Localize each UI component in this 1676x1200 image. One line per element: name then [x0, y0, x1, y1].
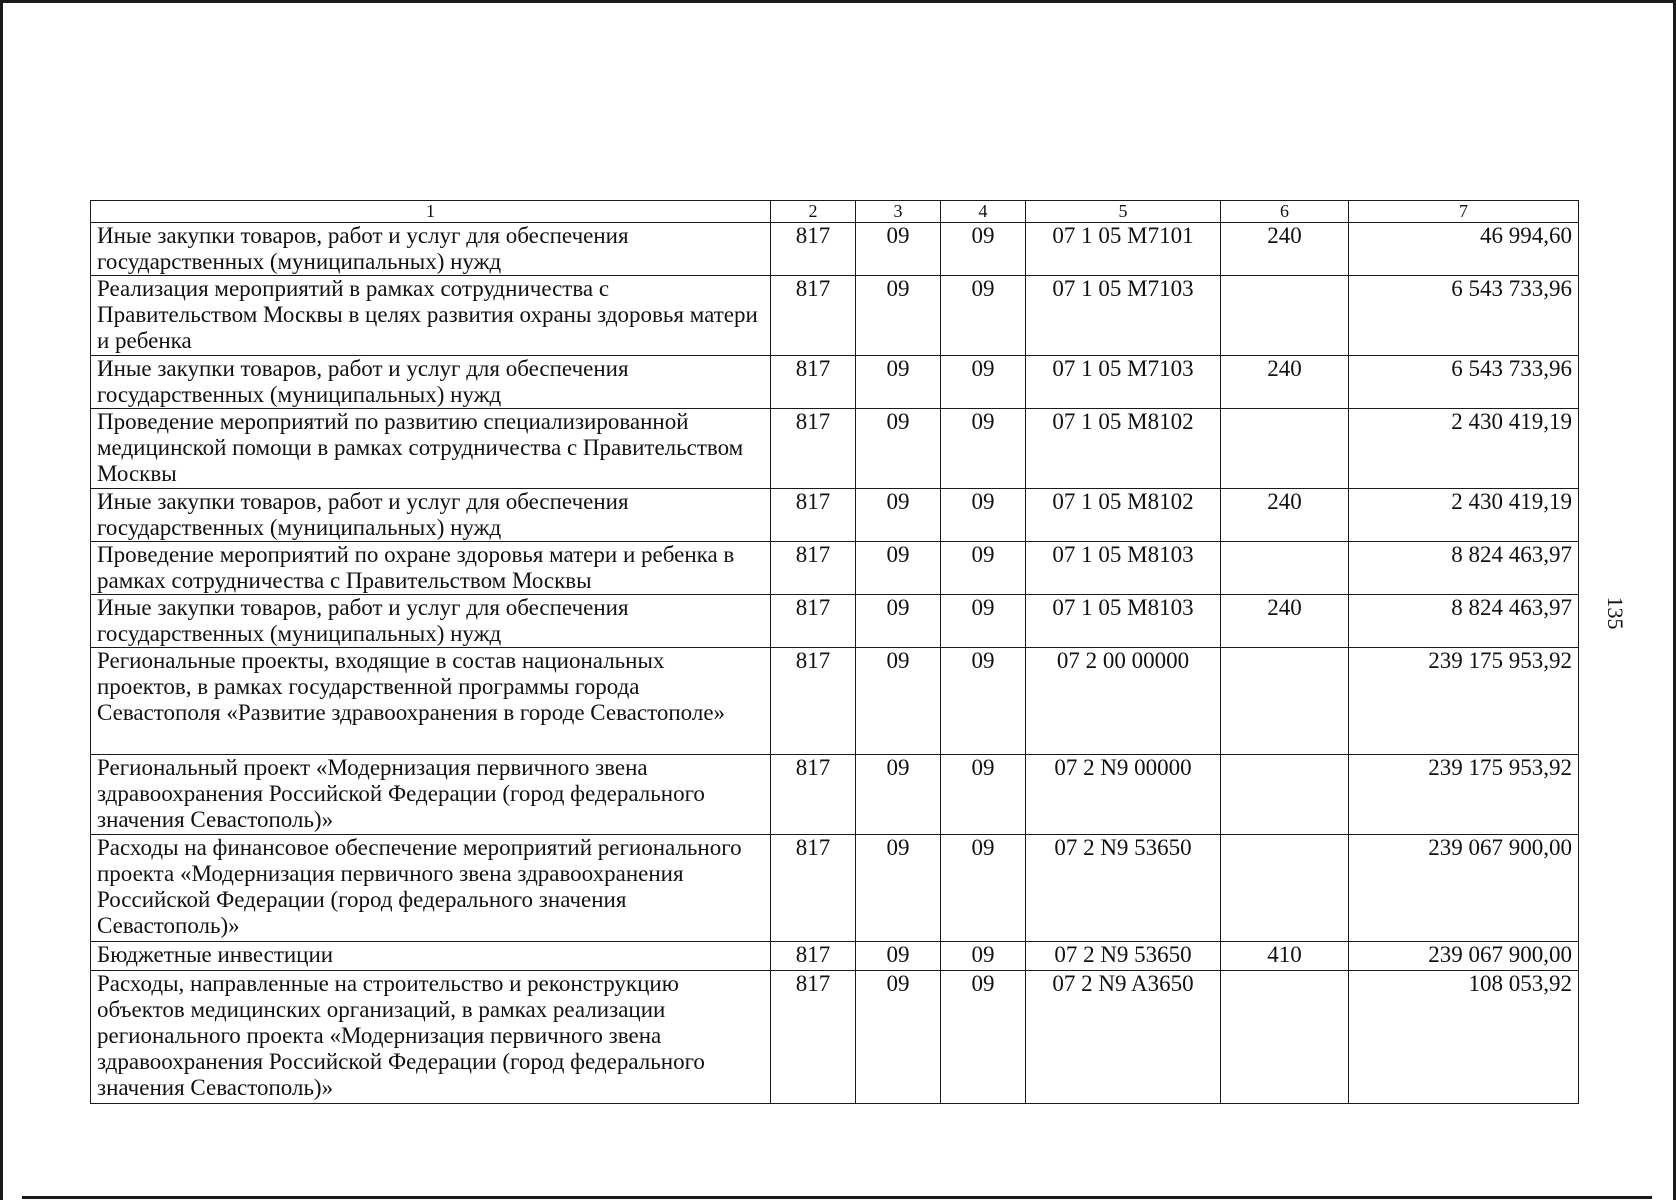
row-rz: 09	[856, 489, 941, 542]
page-border-left	[0, 0, 3, 1200]
header-col-7: 7	[1349, 201, 1579, 223]
row-gr: 817	[771, 648, 856, 755]
row-gr: 817	[771, 223, 856, 276]
row-pr: 09	[941, 755, 1026, 835]
row-gr: 817	[771, 755, 856, 835]
row-rz: 09	[856, 971, 941, 1104]
row-rz: 09	[856, 276, 941, 356]
row-csr: 07 1 05 M8102	[1026, 489, 1221, 542]
row-gr: 817	[771, 942, 856, 971]
row-name: Проведение мероприятий по развитию специализированной медицинской помощи в рамках сотрудничества с Правительством Москвы	[91, 409, 771, 489]
row-csr: 07 1 05 M7103	[1026, 356, 1221, 409]
row-name: Бюджетные инвестиции	[91, 942, 771, 971]
row-vr	[1221, 276, 1349, 356]
header-col-4: 4	[941, 201, 1026, 223]
header-col-6: 6	[1221, 201, 1349, 223]
row-rz: 09	[856, 648, 941, 755]
row-rz: 09	[856, 356, 941, 409]
table-row	[91, 542, 1579, 595]
row-rz: 09	[856, 542, 941, 595]
row-name: Реализация мероприятий в рамках сотрудничества с Правительством Москвы в целях развития охраны здоровья матери и ребенка	[91, 276, 771, 356]
row-amount: 6 543 733,96	[1349, 356, 1579, 409]
row-amount: 239 175 953,92	[1349, 755, 1579, 835]
row-pr: 09	[941, 223, 1026, 276]
row-vr: 240	[1221, 595, 1349, 648]
page-number: 135	[1603, 596, 1628, 630]
row-gr: 817	[771, 489, 856, 542]
row-vr	[1221, 648, 1349, 755]
row-gr: 817	[771, 409, 856, 489]
header-col-5: 5	[1026, 201, 1221, 223]
row-pr: 09	[941, 835, 1026, 942]
row-name: Иные закупки товаров, работ и услуг для обеспечения государственных (муниципальных) нужд	[91, 595, 771, 648]
row-pr: 09	[941, 489, 1026, 542]
budget-table-container	[90, 200, 1578, 1104]
row-vr	[1221, 835, 1349, 942]
row-name: Расходы, направленные на строительство и реконструкцию объектов медицинских организаций, в рамках реализации регионального проекта «Модернизация первичного звена здравоохранения Российской Федерации (город федерального значения Севастополь)»	[91, 971, 771, 1104]
row-amount: 46 994,60	[1349, 223, 1579, 276]
row-csr: 07 2 N9 A3650	[1026, 971, 1221, 1104]
row-name: Иные закупки товаров, работ и услуг для обеспечения государственных (муниципальных) нужд	[91, 356, 771, 409]
row-pr: 09	[941, 648, 1026, 755]
row-name: Проведение мероприятий по охране здоровья матери и ребенка в рамках сотрудничества с Правительством Москвы	[91, 542, 771, 595]
table-row	[91, 942, 1579, 971]
row-gr: 817	[771, 595, 856, 648]
row-rz: 09	[856, 409, 941, 489]
row-gr: 817	[771, 542, 856, 595]
table-body	[91, 223, 1579, 1104]
row-csr: 07 1 05 M8103	[1026, 595, 1221, 648]
row-gr: 817	[771, 971, 856, 1104]
row-amount: 2 430 419,19	[1349, 489, 1579, 542]
row-csr: 07 2 N9 00000	[1026, 755, 1221, 835]
row-vr	[1221, 755, 1349, 835]
table-row	[91, 276, 1579, 356]
header-col-2: 2	[771, 201, 856, 223]
row-pr: 09	[941, 542, 1026, 595]
row-name: Региональные проекты, входящие в состав национальных проектов, в рамках государственной программы города Севастополя «Развитие здравоохранения в городе Севастополе»	[91, 648, 771, 755]
row-vr	[1221, 409, 1349, 489]
row-amount: 239 175 953,92	[1349, 648, 1579, 755]
table-row	[91, 356, 1579, 409]
row-rz: 09	[856, 223, 941, 276]
table-row	[91, 755, 1579, 835]
row-rz: 09	[856, 595, 941, 648]
row-amount: 2 430 419,19	[1349, 409, 1579, 489]
row-vr	[1221, 971, 1349, 1104]
budget-table	[90, 200, 1579, 1104]
row-name: Региональный проект «Модернизация первичного звена здравоохранения Российской Федерации (город федерального значения Севастополь)»	[91, 755, 771, 835]
table-row	[91, 223, 1579, 276]
row-csr: 07 1 05 M8102	[1026, 409, 1221, 489]
row-gr: 817	[771, 835, 856, 942]
row-gr: 817	[771, 276, 856, 356]
header-col-3: 3	[856, 201, 941, 223]
row-vr: 240	[1221, 489, 1349, 542]
row-vr: 410	[1221, 942, 1349, 971]
row-csr: 07 2 00 00000	[1026, 648, 1221, 755]
row-pr: 09	[941, 409, 1026, 489]
row-vr	[1221, 542, 1349, 595]
row-csr: 07 1 05 M7101	[1026, 223, 1221, 276]
row-amount: 239 067 900,00	[1349, 942, 1579, 971]
row-amount: 6 543 733,96	[1349, 276, 1579, 356]
table-row	[91, 835, 1579, 942]
row-csr: 07 2 N9 53650	[1026, 942, 1221, 971]
table-row	[91, 595, 1579, 648]
row-pr: 09	[941, 971, 1026, 1104]
table-row	[91, 648, 1579, 755]
page-border-bottom	[22, 1196, 1652, 1199]
row-csr: 07 1 05 M8103	[1026, 542, 1221, 595]
row-rz: 09	[856, 755, 941, 835]
row-name: Иные закупки товаров, работ и услуг для обеспечения государственных (муниципальных) нужд	[91, 223, 771, 276]
row-rz: 09	[856, 942, 941, 971]
header-col-1: 1	[91, 201, 771, 223]
row-vr: 240	[1221, 223, 1349, 276]
table-row	[91, 971, 1579, 1104]
table-row	[91, 409, 1579, 489]
page-border-top	[0, 0, 1676, 3]
header-row	[91, 201, 1579, 223]
row-pr: 09	[941, 276, 1026, 356]
row-rz: 09	[856, 835, 941, 942]
row-pr: 09	[941, 356, 1026, 409]
row-amount: 239 067 900,00	[1349, 835, 1579, 942]
row-name: Иные закупки товаров, работ и услуг для обеспечения государственных (муниципальных) нужд	[91, 489, 771, 542]
row-amount: 108 053,92	[1349, 971, 1579, 1104]
row-pr: 09	[941, 942, 1026, 971]
row-csr: 07 2 N9 53650	[1026, 835, 1221, 942]
table-row	[91, 489, 1579, 542]
row-csr: 07 1 05 M7103	[1026, 276, 1221, 356]
row-gr: 817	[771, 356, 856, 409]
row-vr: 240	[1221, 356, 1349, 409]
row-amount: 8 824 463,97	[1349, 595, 1579, 648]
row-amount: 8 824 463,97	[1349, 542, 1579, 595]
row-pr: 09	[941, 595, 1026, 648]
row-name: Расходы на финансовое обеспечение мероприятий регионального проекта «Модернизация первичного звена здравоохранения Российской Федерации (город федерального значения Севастополь)»	[91, 835, 771, 942]
